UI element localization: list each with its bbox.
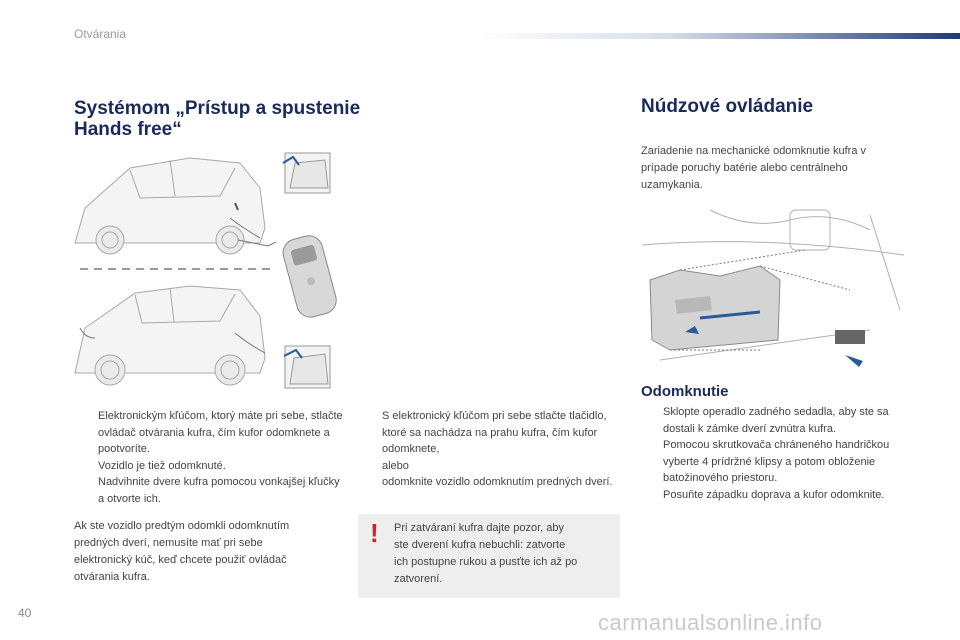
intro-emergency: Zariadenie na mechanické odomknutie kufra v prípade poruchy batérie alebo centrálneho uzamykania.: [641, 145, 867, 191]
left-bullet-list: [78, 408, 348, 507]
title-hands-free: Systémom „Prístup a spustenie Hands free“: [74, 98, 361, 140]
car-rear-inset-top: [283, 153, 330, 193]
warning-text: Pri zatváraní kufra dajte pozor, aby ste dverení kufra nebuchli: zatvorte ich postupne rukou a pusťte ich až po zatvorení.: [394, 522, 578, 585]
middle-bullet-list: [362, 408, 624, 491]
title-emergency-control: Núdzové ovládanie: [641, 96, 814, 117]
list-item: Pomocou skrutkovača chráneného handričkou vyberte 4 prídržné klipsy a potom obloženie batožinového priestoru.: [663, 439, 890, 484]
page-number: 40: [18, 606, 32, 620]
hands-free-illustration: [70, 148, 340, 396]
header-bar: [475, 33, 960, 39]
trunk-illustration: [640, 200, 906, 372]
right-bullet-list: [643, 404, 913, 503]
subtitle-unlocking: Odomknutie: [641, 383, 729, 400]
car-bottom-illustration: [75, 286, 265, 385]
list-item: Elektronickým kľúčom, ktorý máte pri sebe, stlačte ovládač otvárania kufra, čím kufor odomknete a pootvoríte. Vozidlo je tiež odomknuté.: [98, 410, 343, 472]
key-fob-icon: [280, 233, 339, 321]
list-item: S elektronický kľúčom pri sebe stlačte tlačidlo, ktoré sa nachádza na prahu kufra, čím kufor odomknete, alebo odomknite vozidlo odomknutím predných dverí.: [382, 410, 613, 488]
warning-icon: !: [370, 518, 379, 548]
section-label: Otvárania: [74, 27, 127, 41]
watermark: carmanualsonline.info: [598, 610, 823, 635]
car-rear-inset-bottom: [284, 346, 330, 388]
list-item: Sklopte operadlo zadného sedadla, aby ste sa dostali k zámke dverí zvnútra kufra.: [663, 406, 889, 435]
trunk-trim-panel: [650, 266, 780, 350]
car-top-illustration: [75, 158, 276, 254]
list-item: Nadvihnite dvere kufra pomocou vonkajšej kľučky a otvorte ich.: [98, 476, 340, 505]
note-paragraph: Ak ste vozidlo predtým odomkli odomknutím predných dverí, nemusíte mať pri sebe elektronický kúč, keď chcete použiť ovládač otvárania kufra.: [74, 520, 290, 583]
list-item: Posuňte západku doprava a kufor odomknite.: [663, 488, 885, 501]
latch-mechanism: [835, 330, 865, 367]
